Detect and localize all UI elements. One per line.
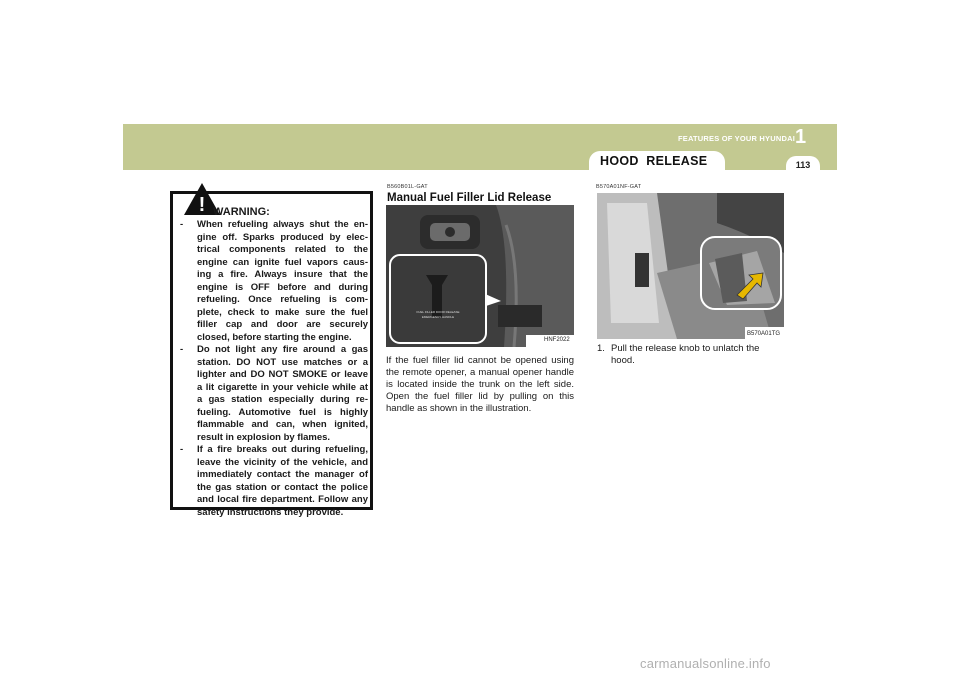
header-band bbox=[123, 124, 837, 170]
fuel-lid-figure-label: HNF2022 bbox=[544, 337, 570, 343]
hood-figure-label: B570A01TG bbox=[747, 331, 781, 337]
page-number: 113 bbox=[795, 160, 811, 170]
chapter-title: FEATURES OF YOUR HYUNDAI bbox=[677, 134, 795, 143]
footer-watermark: carmanualsonline.info bbox=[640, 656, 771, 671]
warning-item: - If a fire breaks out during refueling, leave the vicinity of the vehicle, and immediately contact the manager of the gas station or contact the police and local fire department. Follow any safety instructions they provide. bbox=[180, 444, 368, 518]
figure-text-handle: EMERGENCY HANDLE bbox=[421, 315, 455, 319]
warning-glyph: ! bbox=[198, 194, 206, 216]
warning-title: WARNING: bbox=[213, 206, 270, 218]
hood-release-illustration bbox=[597, 193, 784, 339]
warning-list bbox=[177, 219, 368, 519]
hood-code: B570A01NF-GAT bbox=[596, 184, 642, 190]
section-title: HOOD RELEASE bbox=[600, 154, 708, 168]
chapter-number: 1 bbox=[795, 126, 807, 148]
fuel-lid-heading: Manual Fuel Filler Lid Release bbox=[387, 192, 552, 204]
warning-item: - When refueling always shut the en-gine off. Sparks produced by elec-trical components related to the engine can ignite fuel vapors caus-ing a fire. Always insure that the engine is OFF before and during refueling. Once refueling is com-plete, check to make sure the fuel filler cap and door are securely closed, before starting the engine. bbox=[180, 219, 368, 343]
hood-step-number: 1. bbox=[597, 343, 605, 354]
figure-text-release: FUEL FILLER DOOR RELEASE bbox=[416, 310, 460, 314]
fuel-lid-body: If the fuel filler lid cannot be opened using the remote opener, a manual opener handle is located inside the trunk on the left side. Open the fuel filler lid by pulling on this handle as shown in the illustration. bbox=[386, 355, 574, 414]
warning-item: - Do not light any fire around a gas station. DO NOT use matches or a lighter and DO NOT SMOKE or leave a lit cigarette in your vehicle while at a gas station especially during re-fueling. Automotive fuel is highly flammable and can, when ignited, result in explosion by flames. bbox=[180, 344, 368, 443]
hood-step-text: Pull the release knob to unlatch the hood. bbox=[611, 343, 760, 366]
fuel-lid-code: B560B01L-GAT bbox=[387, 184, 428, 190]
fuel-lid-illustration bbox=[386, 205, 574, 347]
